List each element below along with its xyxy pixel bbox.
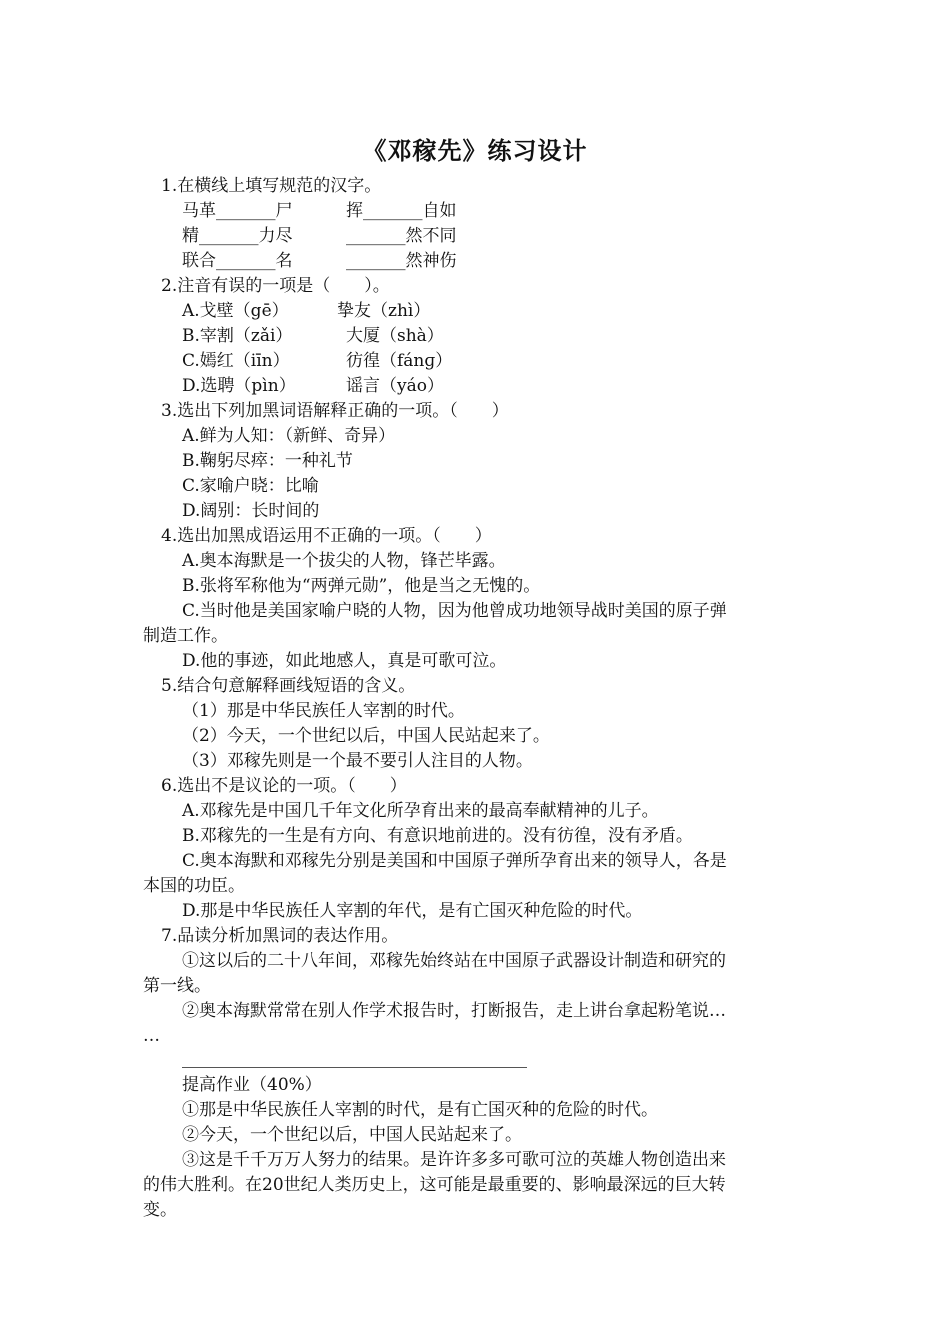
q6-option-c-continued: 本国的功臣。	[143, 876, 245, 896]
q2-option-b: B.宰割（zǎi）	[182, 326, 293, 346]
q3-option-c: C.家喻户晓：比喻	[182, 476, 319, 496]
q7-sentence-2: ②奥本海默常常在别人作学术报告时，打断报告，走上讲台拿起粉笔说…	[182, 1001, 726, 1021]
q7-sentence-1-continued: 第一线。	[143, 976, 211, 996]
q4-option-d: D.他的事迹，如此地感人，真是可歌可泣。	[182, 651, 507, 671]
q6-option-a: A.邓稼先是中国几千年文化所孕育出来的最高奉献精神的儿子。	[182, 801, 659, 821]
q2-option-d: D.选聘（pìn）	[182, 376, 296, 396]
q2-option-c-second: 彷徨（fánɡ）	[346, 351, 453, 371]
extra-heading: 提高作业（40%）	[182, 1075, 322, 1095]
q4-option-b: B.张将军称他为“两弹元勋”，他是当之无愧的。	[182, 576, 541, 596]
q2-option-d-second: 谣言（yáo）	[346, 376, 444, 396]
q1-blank-3: 精_______力尽	[182, 226, 293, 246]
question-7-stem: 7.品读分析加黑词的表达作用。	[161, 926, 399, 946]
question-3-stem: 3.选出下列加黑词语解释正确的一项。（ ）	[161, 401, 509, 421]
q3-option-b: B.鞠躬尽瘁：一种礼节	[182, 451, 353, 471]
q1-blank-5: 联合_______名	[182, 251, 293, 271]
q5-sentence-3: （3）邓稼先则是一个最不要引人注目的人物。	[182, 751, 533, 771]
q3-option-d: D.阔别：长时间的	[182, 501, 320, 521]
q6-option-c: C.奥本海默和邓稼先分别是美国和中国原子弹所孕育出来的领导人，各是	[182, 851, 727, 871]
q2-option-a-second: 挚友（zhì）	[337, 301, 431, 321]
q1-blank-4: _______然不同	[346, 226, 457, 246]
q3-option-a: A.鲜为人知：（新鲜、奇异）	[182, 426, 396, 446]
q7-sentence-1: ①这以后的二十八年间，邓稼先始终站在中国原子武器设计制造和研究的	[182, 951, 726, 971]
question-6-stem: 6.选出不是议论的一项。（ ）	[161, 776, 407, 796]
extra-sentence-3-end: 变。	[143, 1200, 177, 1220]
question-2-stem: 2.注音有误的一项是（ ）。	[161, 276, 390, 296]
q2-option-b-second: 大厦（shà）	[346, 326, 444, 346]
q4-option-a: A.奥本海默是一个拔尖的人物，锋芒毕露。	[182, 551, 506, 571]
extra-sentence-2: ②今天，一个世纪以后，中国人民站起来了。	[182, 1125, 522, 1145]
q5-sentence-2: （2）今天，一个世纪以后，中国人民站起来了。	[182, 726, 550, 746]
question-5-stem: 5.结合句意解释画线短语的含义。	[161, 676, 416, 696]
q2-option-a: A.戈壁（gē）	[182, 301, 289, 321]
question-1-stem: 1.在横线上填写规范的汉字。	[161, 176, 382, 196]
q1-blank-6: _______然神伤	[346, 251, 457, 271]
q4-option-c-continued: 制造工作。	[143, 626, 228, 646]
extra-sentence-3: ③这是千千万万人努力的结果。是许许多多可歌可泣的英雄人物创造出来	[182, 1150, 726, 1170]
q6-option-d: D.那是中华民族任人宰割的年代，是有亡国灭种危险的时代。	[182, 901, 643, 921]
q5-sentence-1: （1）那是中华民族任人宰割的时代。	[182, 701, 465, 721]
extra-sentence-3-continued: 的伟大胜利。在20世纪人类历史上，这可能是最重要的、影响最深远的巨大转	[143, 1175, 726, 1195]
q2-option-c: C.嫣红（iīn）	[182, 351, 290, 371]
section-divider	[182, 1067, 527, 1068]
page-title: 《邓稼先》练习设计	[362, 136, 588, 165]
extra-sentence-1: ①那是中华民族任人宰割的时代，是有亡国灭种的危险的时代。	[182, 1100, 658, 1120]
q7-sentence-2-continued: …	[143, 1026, 160, 1046]
q1-blank-1: 马革_______尸	[182, 201, 293, 221]
q1-blank-2: 挥_______自如	[346, 201, 457, 221]
q6-option-b: B.邓稼先的一生是有方向、有意识地前进的。没有彷徨，没有矛盾。	[182, 826, 693, 846]
question-4-stem: 4.选出加黑成语运用不正确的一项。（ ）	[161, 526, 492, 546]
q4-option-c: C.当时他是美国家喻户晓的人物，因为他曾成功地领导战时美国的原子弹	[182, 601, 727, 621]
